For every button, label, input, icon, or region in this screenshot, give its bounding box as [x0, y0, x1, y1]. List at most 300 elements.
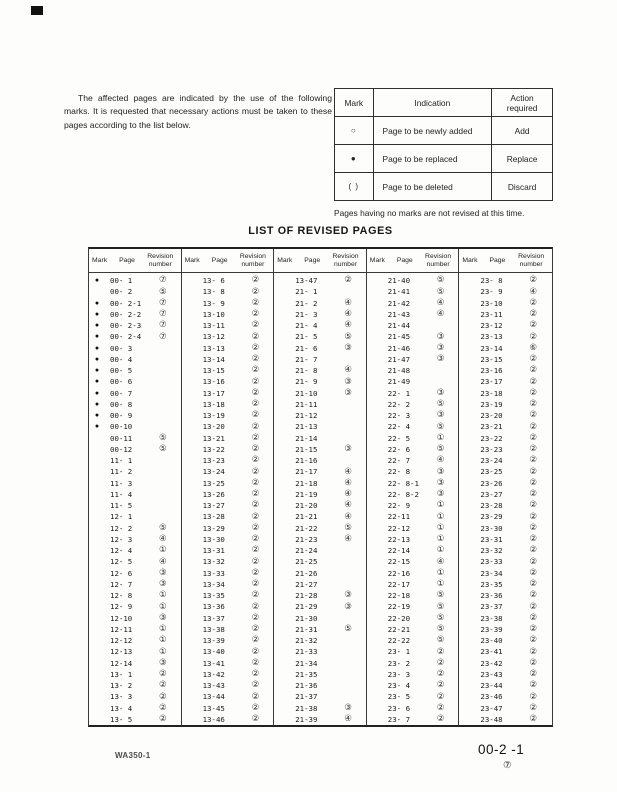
revision-cell: ② [251, 466, 260, 477]
mark-cell: ● [94, 400, 100, 408]
table-row [274, 635, 366, 646]
table-row [274, 399, 366, 410]
table-column-group [89, 249, 182, 725]
table-row [89, 680, 181, 691]
page-cell: 12-12 [110, 636, 133, 646]
table-row [89, 601, 181, 612]
revision-cell: ② [529, 275, 538, 286]
no-marks-note: Pages having no marks are not revised at this time. [334, 208, 525, 218]
revision-cell: ② [251, 556, 260, 567]
page-cell: 21-16 [295, 456, 318, 466]
table-row [182, 331, 274, 342]
page-cell: 23-26 [480, 478, 503, 488]
page-cell: 13-12 [202, 332, 225, 342]
group-header [89, 249, 181, 273]
page-cell: 11- 4 [110, 489, 133, 499]
page-cell: 00- 2-2 [110, 309, 142, 319]
indication-cell: Page to be replaced [373, 145, 492, 173]
revision-cell: ⑤ [344, 522, 352, 533]
revision-cell: ⑦ [159, 309, 167, 320]
revision-cell: ④ [344, 534, 352, 545]
page-cell: 12- 6 [110, 568, 133, 578]
table-row [459, 545, 552, 556]
table-row [459, 331, 552, 342]
page-cell: 00- 7 [110, 388, 133, 398]
table-row [89, 691, 181, 702]
revision-cell: ② [436, 657, 445, 668]
revision-cell: ① [436, 545, 445, 556]
page-cell: 12- 7 [110, 579, 133, 589]
revision-cell: ② [251, 432, 260, 443]
table-row [182, 365, 274, 376]
header-page: Page [211, 257, 228, 264]
page-cell: 13-41 [202, 658, 225, 668]
table-row [89, 410, 181, 421]
page-cell: 21- 7 [295, 354, 318, 364]
page-cell: 13- 8 [202, 287, 225, 297]
table-column-group [274, 249, 367, 725]
page-cell: 22- 8-2 [387, 489, 419, 499]
page-cell: 21-38 [295, 703, 318, 713]
table-column-group [367, 249, 460, 725]
page-cell: 21- 1 [295, 287, 318, 297]
page-cell: 21-39 [295, 714, 318, 724]
revision-cell: ② [251, 635, 260, 646]
table-row [274, 309, 366, 320]
revision-cell: ① [436, 432, 445, 443]
table-row [367, 556, 459, 567]
revision-cell: ③ [344, 590, 352, 601]
page-cell: 21- 8 [295, 366, 318, 376]
mark-cell: ● [94, 378, 100, 386]
table-row [459, 354, 552, 365]
table-row [182, 691, 274, 702]
table-row [182, 624, 274, 635]
page-cell: 21-10 [295, 388, 318, 398]
header-mark: Mark [369, 257, 385, 264]
header-revision-number: Revision number [332, 252, 359, 268]
table-row [182, 286, 274, 297]
header-revision-number: Revision number [518, 252, 545, 268]
page-cell: 21- 2 [295, 298, 318, 308]
table-row [182, 646, 274, 657]
page-cell: 23-31 [480, 534, 503, 544]
table-row [89, 376, 181, 387]
group-body [459, 273, 552, 725]
table-row [459, 601, 552, 612]
revision-cell: ④ [436, 309, 445, 320]
revision-cell: ② [529, 579, 538, 590]
revision-cell: ① [436, 522, 445, 533]
table-row [367, 478, 459, 489]
page-cell: 13- 4 [110, 703, 133, 713]
page-cell: 22-20 [387, 613, 411, 623]
revision-cell: ② [251, 410, 260, 421]
table-column-group [182, 249, 275, 725]
table-row [182, 343, 274, 354]
page-cell: 22- 8 [387, 467, 411, 477]
table-row [89, 275, 181, 286]
revision-cell: ② [529, 556, 538, 567]
table-row [367, 545, 459, 556]
header-mark: Mark [277, 257, 293, 264]
revision-cell: ② [251, 500, 260, 511]
table-row [459, 669, 552, 680]
page-cell: 23-27 [480, 489, 503, 499]
page-cell: 23-14 [480, 343, 503, 353]
revision-cell: ② [251, 646, 260, 657]
revision-cell: ① [436, 579, 445, 590]
page-cell: 21-24 [295, 546, 318, 556]
table-row [459, 444, 552, 455]
page-cell: 13- 6 [202, 276, 225, 286]
table-row [367, 568, 459, 579]
page-cell: 21-28 [295, 591, 318, 601]
revision-cell: ④ [344, 477, 352, 488]
page-cell: 21- 5 [295, 332, 318, 342]
revision-cell: ② [529, 545, 538, 556]
revision-cell: ② [251, 657, 260, 668]
revision-cell: ① [159, 590, 167, 601]
table-row [182, 354, 274, 365]
revision-cell: ④ [436, 297, 445, 308]
page-cell: 21-45 [387, 332, 411, 342]
page-cell: 21-21 [295, 512, 318, 522]
page-cell: 13-42 [202, 669, 225, 679]
revision-cell: ③ [344, 376, 352, 387]
revision-cell: ② [529, 297, 538, 308]
page-cell: 23-30 [480, 523, 503, 533]
page-cell: 00- 2-3 [110, 321, 142, 331]
page-cell: 21-30 [295, 613, 318, 623]
page-cell: 22- 7 [387, 456, 411, 466]
revision-cell: ② [251, 444, 260, 455]
page-cell: 13-10 [202, 309, 225, 319]
group-body [89, 273, 181, 725]
page-cell: 13-22 [202, 444, 225, 454]
page-cell: 13-15 [202, 366, 225, 376]
page-cell: 22-12 [387, 523, 411, 533]
table-row [274, 376, 366, 387]
page-number: 00-2 -1 [478, 742, 525, 757]
page-cell: 00- 3 [110, 343, 133, 353]
revision-cell: ③ [436, 477, 445, 488]
revision-cell: ② [529, 691, 538, 702]
table-row [459, 523, 552, 534]
table-row [274, 579, 366, 590]
page-cell: 12- 3 [110, 534, 133, 544]
table-row [274, 421, 366, 432]
page-cell: 13-34 [202, 579, 225, 589]
page-cell: 23-24 [480, 456, 503, 466]
revision-cell: ② [251, 612, 260, 623]
table-row [274, 298, 366, 309]
revision-cell: ② [529, 466, 538, 477]
revision-cell: ② [344, 275, 352, 286]
page-cell: 23- 4 [387, 681, 411, 691]
table-row [89, 489, 181, 500]
table-row [274, 545, 366, 556]
revision-cell: ⑤ [344, 624, 352, 635]
revision-cell: ② [529, 365, 538, 376]
page-cell: 13-28 [202, 512, 225, 522]
page-cell: 22- 8-1 [387, 478, 419, 488]
page-cell: 21-34 [295, 658, 318, 668]
table-row [89, 354, 181, 365]
revision-cell: ① [436, 534, 445, 545]
table-row [459, 376, 552, 387]
page-cell: 13-44 [202, 692, 225, 702]
revision-cell: ③ [344, 444, 352, 455]
page-cell: 23-21 [480, 422, 503, 432]
table-row [89, 388, 181, 399]
mark-cell: ● [94, 355, 100, 363]
page-cell: 13-37 [202, 613, 225, 623]
revision-cell: ② [251, 421, 260, 432]
page-cell: 22-17 [387, 579, 411, 589]
table-row [459, 399, 552, 410]
page-cell: 23- 3 [387, 669, 411, 679]
header-page: Page [396, 257, 413, 264]
circle-mark-icon: ○ [335, 117, 374, 145]
revision-circle-number: ⑦ [503, 760, 512, 771]
revision-cell: ① [159, 601, 167, 612]
table-row [367, 714, 459, 725]
header-mark: Mark [184, 257, 200, 264]
page-cell: 00- 9 [110, 411, 133, 421]
table-row [182, 523, 274, 534]
table-row [182, 455, 274, 466]
table-row [89, 545, 181, 556]
page-cell: 23- 6 [387, 703, 411, 713]
revision-cell: ② [251, 590, 260, 601]
revision-cell: ② [251, 320, 260, 331]
table-row [182, 275, 274, 286]
table-row [274, 601, 366, 612]
table-row [89, 579, 181, 590]
revision-cell: ② [529, 421, 538, 432]
revision-cell: ④ [344, 714, 352, 725]
marks-legend-table [334, 88, 553, 201]
page-cell: 12- 5 [110, 557, 133, 567]
page-cell: 21-12 [295, 411, 318, 421]
revision-cell: ② [251, 477, 260, 488]
mark-cell: ● [94, 367, 100, 375]
revision-cell: ② [529, 522, 538, 533]
page-cell: 23-42 [480, 658, 503, 668]
revision-cell: ② [529, 477, 538, 488]
revision-cell: ② [251, 691, 260, 702]
page-cell: 23-44 [480, 681, 503, 691]
page-cell: 21-15 [295, 444, 318, 454]
table-row [367, 365, 459, 376]
revision-cell: ② [529, 657, 538, 668]
revision-cell: ⑤ [436, 399, 445, 410]
page-cell: 23-25 [480, 467, 503, 477]
table-row [89, 286, 181, 297]
page-cell: 21-37 [295, 692, 318, 702]
revision-cell: ② [529, 376, 538, 387]
page-cell: 11- 5 [110, 501, 133, 511]
table-row [367, 579, 459, 590]
table-row [274, 624, 366, 635]
header-page: Page [304, 257, 321, 264]
page-cell: 23-33 [480, 557, 503, 567]
page-cell: 21-46 [387, 343, 411, 353]
table-row [89, 309, 181, 320]
table-row [274, 444, 366, 455]
table-row [367, 421, 459, 432]
table-row [89, 399, 181, 410]
page-cell: 21-23 [295, 534, 318, 544]
page-cell: 12- 1 [110, 512, 133, 522]
table-row [459, 286, 552, 297]
table-row [274, 388, 366, 399]
page-cell: 21-14 [295, 433, 318, 443]
table-row [459, 613, 552, 624]
page-cell: 13-46 [202, 714, 225, 724]
table-row [335, 117, 553, 145]
page-cell: 21-41 [387, 287, 411, 297]
page-cell: 13-32 [202, 557, 225, 567]
table-row [274, 590, 366, 601]
table-row [89, 646, 181, 657]
page-cell: 13-26 [202, 489, 225, 499]
mark-cell: ● [94, 423, 100, 431]
revision-cell: ② [251, 680, 260, 691]
page-cell: 21- 3 [295, 309, 318, 319]
revision-cell: ② [529, 669, 538, 680]
revision-cell: ④ [344, 511, 352, 522]
page-cell: 23-28 [480, 501, 503, 511]
revision-cell: ② [529, 601, 538, 612]
page-cell: 13- 5 [110, 714, 133, 724]
table-row [367, 286, 459, 297]
revision-cell: ② [436, 702, 445, 713]
page-cell: 13-17 [202, 388, 225, 398]
page-cell: 13-30 [202, 534, 225, 544]
revision-cell: ⑤ [436, 624, 445, 635]
group-header [459, 249, 552, 273]
page-cell: 23- 7 [387, 714, 411, 724]
revision-cell: ① [159, 545, 167, 556]
table-row [182, 590, 274, 601]
table-row [89, 624, 181, 635]
revision-cell: ④ [344, 365, 352, 376]
page-cell: 21-27 [295, 579, 318, 589]
page-cell: 13-14 [202, 354, 225, 364]
page-cell: 13-39 [202, 636, 225, 646]
table-row [459, 275, 552, 286]
table-row [182, 410, 274, 421]
table-row [89, 444, 181, 455]
page-cell: 12-11 [110, 624, 133, 634]
revision-cell: ② [251, 399, 260, 410]
table-row [274, 478, 366, 489]
table-row [367, 399, 459, 410]
table-header-row [335, 89, 553, 117]
table-row [89, 613, 181, 624]
page-cell: 13-25 [202, 478, 225, 488]
revision-cell: ① [159, 624, 167, 635]
table-row [89, 556, 181, 567]
table-row [459, 511, 552, 522]
table-row [182, 376, 274, 387]
page-cell: 00-11 [110, 433, 133, 443]
table-row [274, 680, 366, 691]
registration-mark [31, 6, 43, 15]
page-cell: 21-17 [295, 467, 318, 477]
table-row [367, 331, 459, 342]
revision-cell: ② [251, 354, 260, 365]
revision-cell: ④ [436, 556, 445, 567]
revision-cell: ② [251, 601, 260, 612]
table-row [182, 444, 274, 455]
page-cell: 13-27 [202, 501, 225, 511]
page-cell: 23- 8 [480, 276, 503, 286]
table-row [459, 579, 552, 590]
page-cell: 21-26 [295, 568, 318, 578]
page-cell: 21-48 [387, 366, 411, 376]
page-cell: 23-48 [480, 714, 503, 724]
page-cell: 22- 4 [387, 422, 411, 432]
revision-cell: ③ [436, 410, 445, 421]
table-row [367, 590, 459, 601]
page-cell: 23-37 [480, 602, 503, 612]
revision-cell: ② [251, 342, 260, 353]
table-row [459, 298, 552, 309]
model-number: WA350-1 [115, 751, 151, 760]
revision-cell: ④ [344, 297, 352, 308]
page-cell: 21-25 [295, 557, 318, 567]
page-cell: 13-35 [202, 591, 225, 601]
table-row [89, 669, 181, 680]
revision-cell: ⑤ [436, 444, 445, 455]
page-cell: 13-33 [202, 568, 225, 578]
page-cell: 21-36 [295, 681, 318, 691]
revision-cell: ② [529, 646, 538, 657]
page-cell: 23-34 [480, 568, 503, 578]
table-row [459, 433, 552, 444]
table-row [274, 691, 366, 702]
table-row [89, 320, 181, 331]
table-row [367, 455, 459, 466]
page-cell: 22- 2 [387, 399, 411, 409]
page-cell: 21-18 [295, 478, 318, 488]
page-cell: 22-14 [387, 546, 411, 556]
action-cell: Discard [492, 173, 553, 201]
table-row [367, 646, 459, 657]
revision-cell: ① [436, 500, 445, 511]
table-row [367, 354, 459, 365]
page-cell: 13-13 [202, 343, 225, 353]
table-row [182, 669, 274, 680]
revision-cell: ③ [436, 331, 445, 342]
page-cell: 13-38 [202, 624, 225, 634]
revision-cell: ③ [344, 342, 352, 353]
table-row [367, 500, 459, 511]
revision-cell: ③ [159, 567, 167, 578]
revision-cell: ② [529, 567, 538, 578]
revision-cell: ⑥ [529, 342, 538, 353]
revision-cell: ② [529, 455, 538, 466]
page-cell: 12-13 [110, 647, 133, 657]
revision-cell: ② [529, 590, 538, 601]
revision-cell: ⑤ [159, 522, 167, 533]
page-cell: 12- 2 [110, 523, 133, 533]
page-cell: 13-43 [202, 681, 225, 691]
table-row [182, 500, 274, 511]
